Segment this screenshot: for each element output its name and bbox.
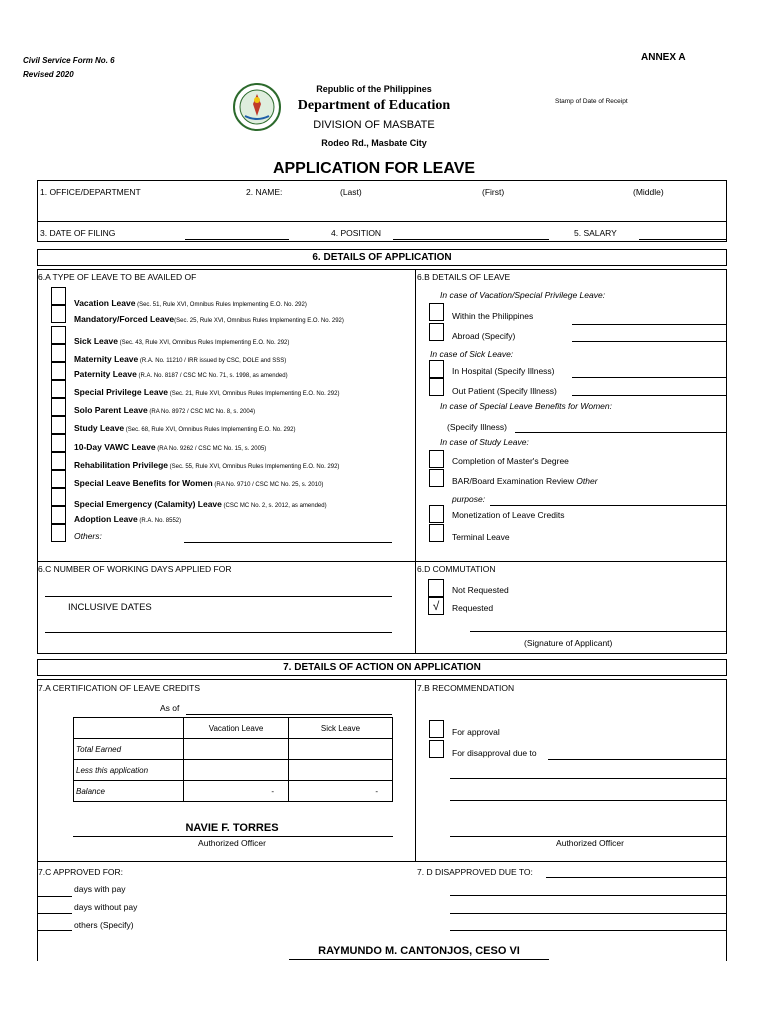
others-label: Others: <box>74 531 102 541</box>
position-label: 4. POSITION <box>331 228 382 238</box>
approval-checkbox[interactable] <box>429 720 444 738</box>
last-name-label: (Last) <box>340 187 362 197</box>
leave-item: Special Privilege Leave (Sec. 21, Rule XVI, Omnibus Rules Implementing E.O. No. 292) <box>74 387 340 397</box>
republic-label: Republic of the Philippines <box>316 84 432 94</box>
leave-item: Maternity Leave (R.A. No. 11210 / IRR issued by CSC, DOLE and SSS) <box>74 354 287 364</box>
abroad-checkbox[interactable] <box>429 323 444 341</box>
division-address: Rodeo Rd., Masbate City <box>321 138 427 148</box>
outpatient-checkbox[interactable] <box>429 378 444 396</box>
approved-for-title: 7.C APPROVED FOR: <box>38 867 124 877</box>
approval-label: For approval <box>452 727 500 737</box>
sick-leave-checkbox[interactable] <box>51 326 66 344</box>
outpatient-line[interactable] <box>572 395 727 396</box>
disapproved-line-3[interactable] <box>450 913 727 914</box>
others-line[interactable] <box>184 542 392 543</box>
rehabilitation-privilege-checkbox[interactable] <box>51 452 66 470</box>
solo-parent-leave-checkbox[interactable] <box>51 398 66 416</box>
row-label: Total Earned <box>74 739 184 760</box>
bar-review-label: BAR/Board Examination Review Other <box>452 476 598 486</box>
not-requested-label: Not Requested <box>452 585 509 595</box>
women-case-label: In case of Special Leave Benefits for Women: <box>440 401 612 411</box>
within-ph-line[interactable] <box>572 324 727 325</box>
balance-sick[interactable]: - <box>289 781 393 802</box>
salary-label: 5. SALARY <box>574 228 617 238</box>
disapproved-title: 7. D DISAPPROVED DUE TO: <box>417 867 533 877</box>
balance-vacation[interactable]: - <box>184 781 289 802</box>
certifier-title: Authorized Officer <box>198 838 266 848</box>
leave-item: Paternity Leave (R.A. No. 8187 / CSC MC No. 71, s. 1998, as amended) <box>74 369 288 379</box>
study-leave-checkbox[interactable] <box>51 416 66 434</box>
form-revision: Revised 2020 <box>23 70 74 79</box>
stamp-label: Stamp of Date of Receipt <box>555 98 628 105</box>
leave-item: Rehabilitation Privilege (Sec. 55, Rule XVI, Omnibus Rules Implementing E.O. No. 292) <box>74 460 340 470</box>
days-without-pay-label: days without pay <box>74 902 138 912</box>
table-row <box>74 760 393 781</box>
study-case-label: In case of Study Leave: <box>440 437 529 447</box>
leave-credits-table <box>73 717 393 802</box>
vawc-leave-checkbox[interactable] <box>51 434 66 452</box>
leave-item: Adoption Leave (R.A. No. 8552) <box>74 514 182 524</box>
maternity-leave-checkbox[interactable] <box>51 344 66 362</box>
annex-label: ANNEX A <box>641 52 686 63</box>
applicant-signature-label: (Signature of Applicant) <box>524 638 613 648</box>
leave-type-title: 6.A TYPE OF LEAVE TO BE AVAILED OF <box>38 272 197 282</box>
department-name: Department of Education <box>297 98 451 113</box>
abroad-line[interactable] <box>572 341 727 342</box>
adoption-leave-checkbox[interactable] <box>51 506 66 524</box>
less-application-vacation[interactable] <box>184 760 289 781</box>
masters-checkbox[interactable] <box>429 450 444 468</box>
terminal-leave-label: Terminal Leave <box>452 532 510 542</box>
middle-name-label: (Middle) <box>633 187 664 197</box>
col-sick-leave: Sick Leave <box>289 718 393 739</box>
hospital-checkbox[interactable] <box>429 360 444 378</box>
abroad-label: Abroad (Specify) <box>452 331 516 341</box>
vacation-case-label: In case of Vacation/Special Privilege Leave: <box>440 290 606 300</box>
table-row <box>74 781 393 802</box>
col-vacation-leave: Vacation Leave <box>184 718 289 739</box>
leave-item: Mandatory/Forced Leave(Sec. 25, Rule XVI, Omnibus Rules Implementing E.O. No. 292) <box>74 314 344 324</box>
form-title: APPLICATION FOR LEAVE <box>272 160 476 177</box>
recommender-title: Authorized Officer <box>556 838 624 848</box>
section7-title: 7. DETAILS OF ACTION ON APPLICATION <box>37 659 727 676</box>
table-row <box>74 739 393 760</box>
date-filing-label: 3. DATE OF FILING <box>40 228 116 238</box>
section6-title: 6. DETAILS OF APPLICATION <box>37 249 727 266</box>
vacation-leave-checkbox[interactable] <box>51 287 66 305</box>
total-earned-vacation[interactable] <box>184 739 289 760</box>
disapproval-line-2[interactable] <box>450 778 727 779</box>
within-ph-checkbox[interactable] <box>429 303 444 321</box>
days-without-pay-line[interactable] <box>38 913 72 914</box>
as-of-line[interactable] <box>186 714 392 715</box>
less-application-sick[interactable] <box>289 760 393 781</box>
leave-item: 10-Day VAWC Leave (RA No. 9262 / CSC MC No. 15, s. 2005) <box>74 442 267 452</box>
masters-label: Completion of Master's Degree <box>452 456 569 466</box>
disapproval-checkbox[interactable] <box>429 740 444 758</box>
within-ph-label: Within the Philippines <box>452 311 534 321</box>
disapproval-line-3[interactable] <box>450 800 727 801</box>
leave-item: Special Emergency (Calamity) Leave (CSC MC No. 2, s. 2012, as amended) <box>74 499 327 509</box>
position-line[interactable] <box>393 239 549 240</box>
others-specify-label: others (Specify) <box>74 920 134 930</box>
monetization-checkbox[interactable] <box>429 505 444 523</box>
working-days-line[interactable] <box>45 596 392 597</box>
office-label: 1. OFFICE/DEPARTMENT <box>40 187 141 197</box>
paternity-leave-checkbox[interactable] <box>51 362 66 380</box>
special-leave-women-checkbox[interactable] <box>51 470 66 488</box>
as-of-label: As of <box>160 703 180 713</box>
working-days-title: 6.C NUMBER OF WORKING DAYS APPLIED FOR <box>38 564 232 574</box>
hospital-line[interactable] <box>572 377 727 378</box>
outpatient-label: Out Patient (Specify Illness) <box>452 386 557 396</box>
leave-details-title: 6.B DETAILS OF LEAVE <box>417 272 511 282</box>
certifier-name: NAVIE F. TORRES <box>185 822 279 834</box>
leave-credits-title: 7.A CERTIFICATION OF LEAVE CREDITS <box>38 683 201 693</box>
disapproved-line-2[interactable] <box>450 895 727 896</box>
requested-label: Requested <box>452 603 494 613</box>
purpose-line[interactable] <box>490 505 727 506</box>
inclusive-dates-line[interactable] <box>45 632 392 633</box>
terminal-leave-checkbox[interactable] <box>429 524 444 542</box>
applicant-signature-line[interactable] <box>470 631 727 632</box>
forced-leave-checkbox[interactable] <box>51 305 66 323</box>
row-label: Balance <box>74 781 184 802</box>
commutation-title: 6.D COMMUTATION <box>417 564 496 574</box>
inclusive-dates-label: INCLUSIVE DATES <box>68 602 152 613</box>
recommender-signature-line[interactable] <box>450 836 727 837</box>
division-name: DIVISION OF MASBATE <box>313 119 435 131</box>
first-name-label: (First) <box>482 187 505 197</box>
row-label: Less this application <box>74 760 184 781</box>
women-illness-line[interactable] <box>515 432 727 433</box>
leave-item: Solo Parent Leave (RA No. 8972 / CSC MC No. 8, s. 2004) <box>74 405 256 415</box>
days-with-pay-line[interactable] <box>38 896 72 897</box>
approver-name: RAYMUNDO M. CANTONJOS, CESO VI <box>318 945 520 957</box>
specify-illness-label: (Specify Illness) <box>447 422 507 432</box>
name-label: 2. NAME: <box>246 187 283 197</box>
not-requested-checkbox[interactable] <box>428 579 444 597</box>
leave-item: Special Leave Benefits for Women (RA No. 9710 / CSC MC No. 25, s. 2010) <box>74 478 324 488</box>
hospital-label: In Hospital (Specify Illness) <box>452 366 555 376</box>
others-leave-checkbox[interactable] <box>51 524 66 542</box>
disapproved-line-1[interactable] <box>546 877 727 878</box>
special-privilege-leave-checkbox[interactable] <box>51 380 66 398</box>
monetization-label: Monetization of Leave Credits <box>452 510 565 520</box>
salary-line[interactable] <box>639 239 727 240</box>
leave-item: Study Leave (Sec. 68, Rule XVI, Omnibus Rules Implementing E.O. No. 292) <box>74 423 296 433</box>
recommendation-title: 7.B RECOMMENDATION <box>417 683 515 693</box>
leave-item: Vacation Leave (Sec. 51, Rule XVI, Omnibus Rules Implementing E.O. No. 292) <box>74 298 307 308</box>
calamity-leave-checkbox[interactable] <box>51 488 66 506</box>
bar-review-checkbox[interactable] <box>429 469 444 487</box>
days-with-pay-label: days with pay <box>74 884 126 894</box>
total-earned-sick[interactable] <box>289 739 393 760</box>
disapproval-line-1[interactable] <box>548 759 727 760</box>
disapproved-line-4[interactable] <box>450 930 727 931</box>
disapproval-label: For disapproval due to <box>452 748 537 758</box>
form-number: Civil Service Form No. 6 <box>23 56 115 65</box>
requested-checkbox[interactable]: √ <box>428 597 444 615</box>
others-specify-line[interactable] <box>38 930 72 931</box>
leave-item: Sick Leave (Sec. 43, Rule XVI, Omnibus Rules Implementing E.O. No. 292) <box>74 336 290 346</box>
date-filing-line[interactable] <box>185 239 289 240</box>
sick-case-label: In case of Sick Leave: <box>430 349 514 359</box>
purpose-label: purpose: <box>452 494 486 504</box>
